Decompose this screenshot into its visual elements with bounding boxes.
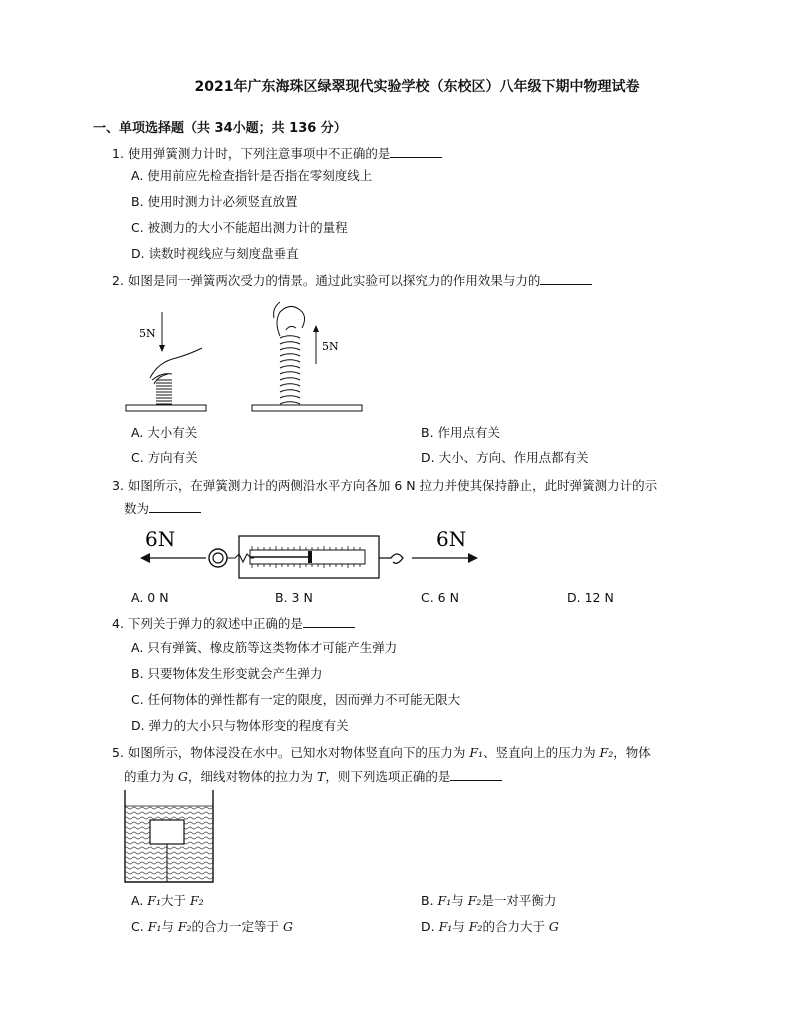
q4-option-b: B. 只要物体发生形变就会产生弹力: [131, 666, 323, 681]
question-5-stem-line1: [112, 743, 651, 761]
symbol-g: G: [548, 919, 559, 934]
stretched-spring: [280, 336, 300, 404]
question-2-text: 2. 如图是同一弹簧两次受力的情景。通过此实验可以探究力的作用效果与力的: [112, 273, 541, 288]
question-3-text-line2: 数为: [124, 501, 150, 516]
q5-text: ，则下列选项正确的是: [325, 769, 451, 784]
q1-option-d: D. 读数时视线应与刻度盘垂直: [131, 246, 299, 261]
q5-text: 与: [451, 893, 468, 908]
q5-option-b-label: B.: [421, 893, 438, 908]
hook: [379, 554, 403, 563]
q2-option-c: C. 方向有关: [131, 450, 198, 465]
question-1-stem: [112, 144, 442, 162]
question-5-stem-line2: [124, 767, 502, 785]
water-container-figure: [124, 790, 220, 886]
force-label-left: 6N: [145, 527, 176, 551]
q4-option-a: A. 只有弹簧、橡皮筋等这类物体才可能产生弹力: [131, 640, 398, 655]
ring-handle: [209, 549, 227, 567]
question-3-stem-line2: [124, 499, 201, 517]
q3-option-d: D. 12 N: [567, 590, 614, 605]
q1-option-a: A. 使用前应先检查指针是否指在零刻度线上: [131, 168, 373, 183]
hand-left: [150, 348, 202, 384]
q5-option-b: [421, 891, 556, 909]
answer-blank: [390, 145, 442, 158]
q5-option-d-label: D.: [421, 919, 439, 934]
q5-option-a-label: A.: [131, 893, 148, 908]
q3-option-a: A. 0 N: [131, 590, 169, 605]
submerged-object: [150, 820, 184, 844]
hand-right: [274, 302, 305, 336]
symbol-t: T: [316, 769, 326, 784]
symbol-f1: F₁: [469, 745, 484, 760]
symbol-f1: F₁: [147, 893, 161, 908]
q5-option-c: [131, 917, 293, 935]
q4-option-d: D. 弹力的大小只与物体形变的程度有关: [131, 718, 349, 733]
q2-option-d: D. 大小、方向、作用点都有关: [421, 450, 589, 465]
q5-text: 的合力一定等于: [191, 919, 284, 934]
q4-option-c: C. 任何物体的弹性都有一定的限度，因而弹力不可能无限大: [131, 692, 461, 707]
symbol-g: G: [177, 769, 188, 784]
answer-blank: [149, 500, 201, 513]
page-title: 2021年广东海珠区绿翠现代实验学校（东校区）八年级下期中物理试卷: [194, 79, 640, 95]
symbol-f1: F₁: [437, 893, 452, 908]
symbol-f1: F₁: [438, 919, 453, 934]
question-4-text: 4. 下列关于弹力的叙述中正确的是: [112, 616, 303, 631]
q5-text: 的重力为: [124, 769, 178, 784]
q5-text: 与: [161, 919, 178, 934]
q1-option-c: C. 被测力的大小不能超出测力计的量程: [131, 220, 348, 235]
symbol-f2: F₂: [599, 745, 614, 760]
q1-option-b: B. 使用时测力计必须竖直放置: [131, 194, 298, 209]
answer-blank: [450, 768, 502, 781]
question-2-stem: [112, 271, 592, 289]
q5-text: 与: [452, 919, 469, 934]
spring-figure: [120, 300, 370, 418]
q5-option-a: [131, 891, 204, 909]
q5-text: 大于: [160, 893, 190, 908]
q2-option-a: A. 大小有关: [131, 425, 198, 440]
q3-option-c: C. 6 N: [421, 590, 459, 605]
spring-scale-figure: [140, 522, 480, 584]
scale-pointer: [308, 551, 312, 563]
symbol-f2: F₂: [467, 893, 482, 908]
answer-blank: [540, 272, 592, 285]
q5-text: 是一对平衡力: [481, 893, 557, 908]
question-4-stem: [112, 614, 355, 632]
force-label-right: 6N: [436, 527, 467, 551]
q5-text: 的合力大于: [482, 919, 549, 934]
q5-option-c-label: C.: [131, 919, 148, 934]
symbol-f1: F₁: [147, 919, 162, 934]
compressed-spring: [156, 380, 172, 404]
q2-option-b: B. 作用点有关: [421, 425, 501, 440]
symbol-f2: F₂: [468, 919, 483, 934]
q5-text: ，物体: [613, 745, 651, 760]
symbol-f2: F₂: [177, 919, 192, 934]
force-label-right: 5N: [322, 340, 339, 353]
symbol-f2: F₂: [189, 893, 204, 908]
q5-text: 5. 如图所示，物体浸没在水中。已知水对物体竖直向下的压力为: [112, 745, 470, 760]
symbol-g: G: [283, 919, 294, 934]
q3-option-b: B. 3 N: [275, 590, 313, 605]
q5-text: ，细线对物体的拉力为: [187, 769, 317, 784]
question-3-stem-line1: 3. 如图所示，在弹簧测力计的两侧沿水平方向各加 6 N 拉力并使其保持静止，此时弹簧测力计的示: [112, 478, 658, 493]
answer-blank: [303, 615, 355, 628]
force-label-left: 5N: [139, 327, 156, 340]
question-1-text: 1. 使用弹簧测力计时，下列注意事项中不正确的是: [112, 146, 391, 161]
q5-text: 、竖直向上的压力为: [483, 745, 600, 760]
section-heading: 一、单项选择题（共 34小题；共 136 分）: [93, 121, 347, 136]
q5-option-d: [421, 917, 559, 935]
